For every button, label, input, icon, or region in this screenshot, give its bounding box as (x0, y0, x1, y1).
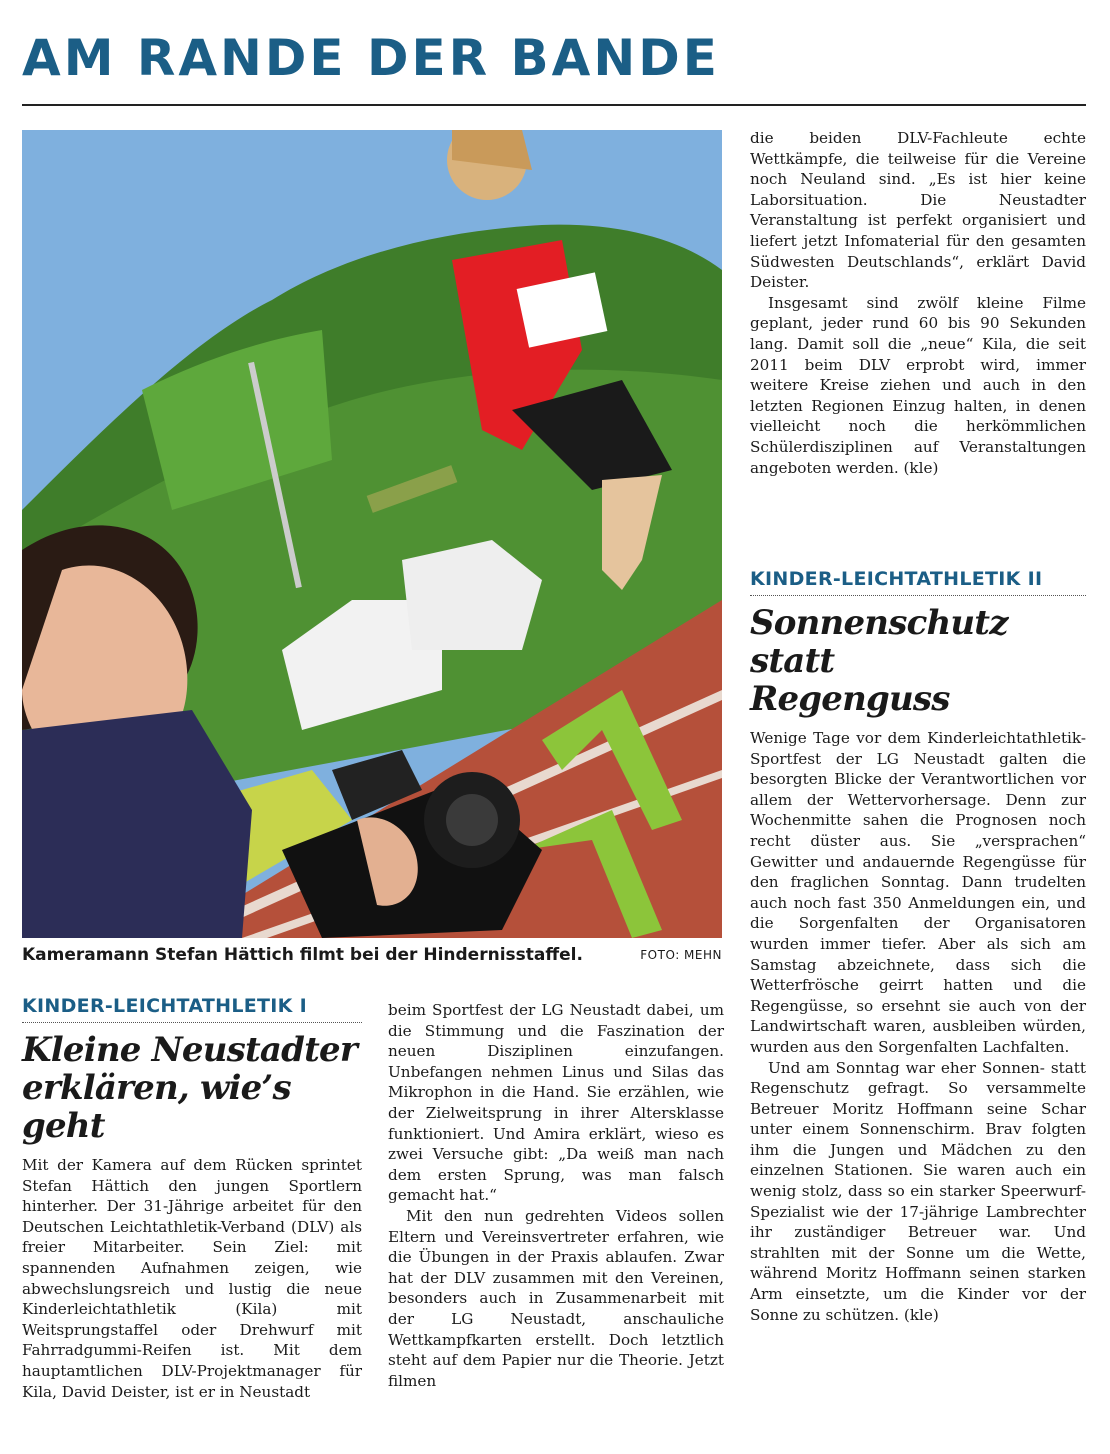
article1-paragraph-3: Mit den nun gedrehten Videos sollen Eltern und Vereinsvertreter erfahren, wie die Übungen in der Praxis ablaufen. Zwar hat der DLV zusammen mit den Vereinen, besonders auch in Zusammenarbeit mit der LG Neustadt, anschauliche Wettkampfkarten erstellt. Doch letztlich steht auf dem Papier nur die Theorie. Jetzt filmen (388, 1206, 724, 1390)
section-title: AM RANDE DER BANDE (22, 29, 720, 87)
article1-column-1 (22, 992, 362, 1402)
article1-headline-line2: erklären, wie’s geht (22, 1068, 291, 1146)
article1-kicker: KINDER-LEICHTATHLETIK I (22, 995, 307, 1017)
article1-column-2 (388, 1000, 724, 1391)
article2-headline (750, 604, 1086, 718)
article1-headline-line1: Kleine Neustadter (22, 1030, 357, 1070)
photo-illustration (22, 130, 722, 938)
article1-body-part2 (388, 1000, 724, 1391)
article2-paragraph-1: Wenige Tage vor dem Kinderleichtathletik-Sportfest der LG Neustadt galten die besorgten Blicke der Verantwortlichen vor allem der Wettervorhersage. Denn zur Wochenmitte sahen die Prognosen noch recht düster aus. Sie „versprachen“ Gewitter und andauernde Regengüsse für den fraglichen Sonntag. Dann trudelten auch noch fast 350 Anmeldungen ein, und die Sorgenfalten der Organisatoren wurden immer tiefer. Aber als sich am Samstag abzeichnete, dass sich die Wetterfrösche geirrt hatten und die Regengüsse, so ersehnt sie auch von der Landwirtschaft waren, ausbleiben würden, wurden aus den Sorgenfalten Lachfalten. (750, 729, 1086, 1056)
article2-body (750, 728, 1086, 1325)
caption-text: Kameramann Stefan Hättich filmt bei der Hindernisstaffel. (22, 945, 583, 965)
article1-divider (22, 1022, 362, 1023)
article1-paragraph-5: Insgesamt sind zwölf kleine Filme geplant, jeder rund 60 bis 90 Sekunden lang. Damit soll die „neue“ Kila, die seit 2011 beim DLV erprobt wird, immer weitere Kreise ziehen und auch in den letzten Regionen Einzug halten, in denen vielleicht noch die herkömmlichen Schülerdisziplinen auf Veranstaltungen angeboten werden. (kle) (750, 293, 1086, 477)
article1-paragraph-4: die beiden DLV-Fachleute echte Wettkämpfe, die teilweise für die Vereine noch Neuland sind. „Es ist hier keine Laborsituation. Die Neustadter Veranstaltung ist perfekt organisiert und liefert jetzt Infomaterial für den gesamten Südwesten Deutschlands“, erklärt David Deister. (750, 129, 1086, 292)
article2-headline-line2: Regenguss (750, 679, 950, 719)
article1-paragraph-1: Mit der Kamera auf dem Rücken sprintet Stefan Hättich den jungen Sportlern hinterher. Der 31-Jährige arbeitet für den Deutschen Leichtathletik-Verband (DLV) als freier Mitarbeiter. Sein Ziel: mit spannenden Aufnahmen zeigen, wie abwechslungsreich und lustig die neue Kinderleichtathletik (Kila) mit Weitsprungstaffel oder Drehwurf mit Fahrradgummi-Reifen ist. Mit dem hauptamtlichen DLV-Projektmanager für Kila, David Deister, ist er in Neustadt (22, 1156, 362, 1401)
article-photo (22, 130, 722, 938)
article1-body-part1 (22, 1155, 362, 1402)
article1-body-part3 (750, 128, 1086, 478)
article1-paragraph-2: beim Sportfest der LG Neustadt dabei, um die Stimmung und die Faszination der neuen Disziplinen einzufangen. Unbefangen nehmen Linus und Silas das Mikrophon in die Hand. Sie erzählen, wie der Zielweitsprung in ihrer Altersklasse funktioniert. Und Amira erklärt, wieso es zwei Versuche gibt: „Da weiß man nach dem ersten Sprung, was man falsch gemacht hat.“ (388, 1001, 724, 1205)
article2-headline-line1: Sonnenschutz statt (750, 603, 1008, 681)
article2-paragraph-2: Und am Sonntag war eher Sonnen- statt Regenschutz gefragt. So versammelte Betreuer Moritz Hoffmann seine Schar unter einem Sonnenschirm. Brav folgten ihm die Jungen und Mädchen zu den einzelnen Stationen. Sie waren auch ein wenig stolz, dass so ein starker Speerwurf-Spezialist wie der 17-jährige Lambrechter ihr zuständiger Betreuer war. Und strahlten mit der Sonne um die Wette, während Moritz Hoffmann seinen starken Arm einsetzte, um die Kinder vor der Sonne zu schützen. (kle) (750, 1058, 1086, 1324)
article2-kicker: KINDER-LEICHTATHLETIK II (750, 568, 1043, 590)
article2-column (750, 565, 1086, 1325)
photo-caption (22, 945, 722, 969)
article2-divider (750, 595, 1086, 596)
article1-headline (22, 1031, 362, 1145)
article1-column-3 (750, 128, 1086, 478)
photo-credit: FOTO: MEHN (640, 948, 722, 962)
title-rule (22, 104, 1086, 106)
